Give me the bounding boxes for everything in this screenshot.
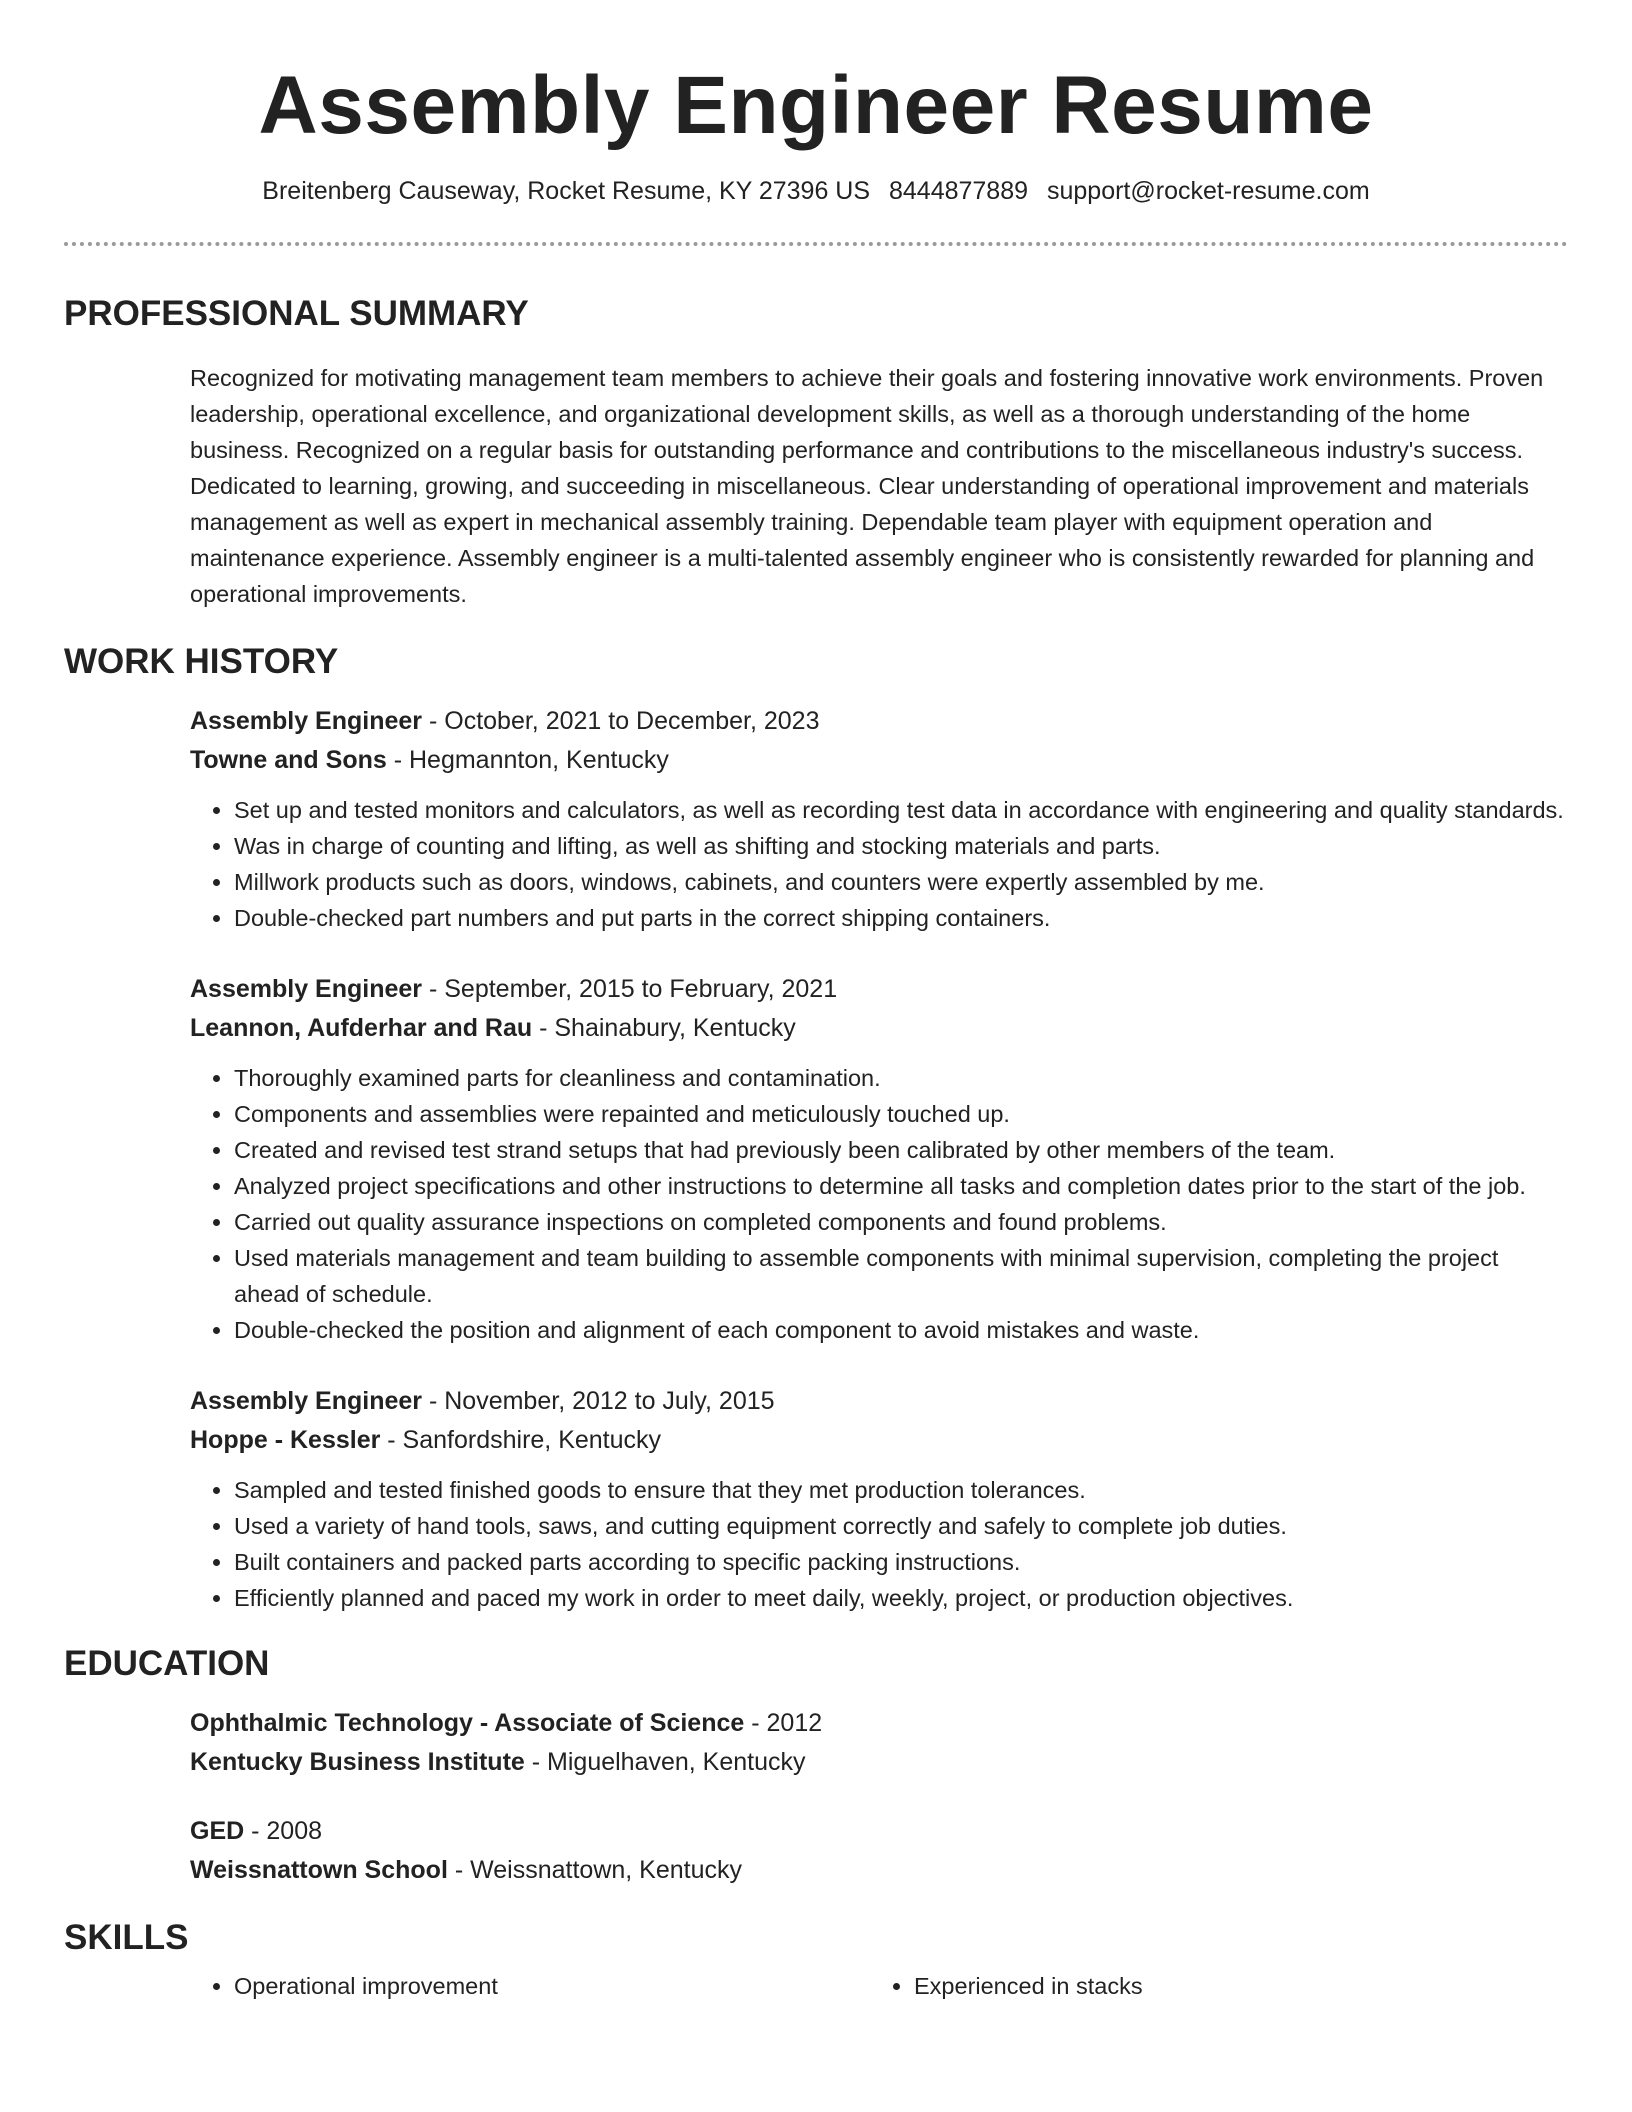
resume-title: Assembly Engineer Resume xyxy=(258,60,1374,151)
job-bullet: • Double-checked the position and alignment of each component to avoid mistakes and waste. xyxy=(234,1312,1568,1348)
job-title: Assembly Engineer xyxy=(190,1387,423,1415)
skills-column-left xyxy=(190,1968,870,2004)
job-bullet: • Used a variety of hand tools, saws, and cutting equipment correctly and safely to complete job duties. xyxy=(234,1508,1568,1544)
job-bullet: • Efficiently planned and paced my work in order to meet daily, weekly, project, or production objectives. xyxy=(234,1580,1568,1616)
education-entry xyxy=(190,1704,1568,1782)
job-company: Towne and Sons xyxy=(190,746,387,774)
education-list xyxy=(190,1704,1568,1890)
school-line xyxy=(190,1743,1568,1782)
degree-name: GED xyxy=(190,1817,245,1845)
job-bullet: • Used materials management and team building to assemble components with minimal supervision, completing the project ahead of schedule. xyxy=(234,1240,1568,1312)
education-entry xyxy=(190,1812,1568,1890)
job-bullet: • Components and assemblies were repainted and meticulously touched up. xyxy=(234,1096,1568,1132)
degree-year: - 2008 xyxy=(244,1817,323,1845)
job-bullet: • Double-checked part numbers and put parts in the correct shipping containers. xyxy=(234,900,1568,936)
school-location: - Weissnattown, Kentucky xyxy=(447,1856,743,1884)
job-location: - Sanfordshire, Kentucky xyxy=(380,1426,662,1454)
job-company-line xyxy=(190,1421,1568,1460)
job-bullet: • Analyzed project specifications and other instructions to determine all tasks and completion dates prior to the start of the job. xyxy=(234,1168,1568,1204)
education-heading: EDUCATION xyxy=(64,1644,270,1683)
work-heading: WORK HISTORY xyxy=(64,642,339,681)
job-bullet: • Carried out quality assurance inspections on completed components and found problems. xyxy=(234,1204,1568,1240)
degree-name: Ophthalmic Technology - Associate of Science xyxy=(190,1709,745,1737)
job-title-line xyxy=(190,702,1568,741)
job-bullet: • Thoroughly examined parts for cleanliness and contamination. xyxy=(234,1060,1568,1096)
skills-section xyxy=(64,1916,1568,2004)
job-entry xyxy=(190,702,1568,936)
job-company-line xyxy=(190,741,1568,780)
job-title: Assembly Engineer xyxy=(190,975,423,1003)
job-title-line xyxy=(190,1382,1568,1421)
job-bullet: • Was in charge of counting and lifting, as well as shifting and stocking materials and parts. xyxy=(234,828,1568,864)
summary-text: Recognized for motivating management team members to achieve their goals and fostering innovative work environments. Proven leadership, operational excellence, and organizational development skills, as well as a thorough understanding of the home business. Recognized on a regular basis for outstanding performance and contributions to the miscellaneous industry's success. Dedicated to learning, growing, and succeeding in miscellaneous. Clear understanding of operational improvement and materials management as well as expert in mechanical assembly training. Dependable team player with equipment operation and maintenance experience. Assembly engineer is a multi-talented assembly engineer who is consistently rewarded for planning and operational improvements. xyxy=(190,365,1544,607)
job-entry xyxy=(190,970,1568,1348)
work-section xyxy=(64,640,1568,1616)
job-company: Leannon, Aufderhar and Rau xyxy=(190,1014,533,1042)
job-dates: - November, 2012 to July, 2015 xyxy=(422,1387,775,1415)
job-bullet: • Sampled and tested finished goods to ensure that they met production tolerances. xyxy=(234,1472,1568,1508)
job-dates: - September, 2015 to February, 2021 xyxy=(422,975,838,1003)
resume-page xyxy=(64,0,1568,2004)
summary-section xyxy=(64,292,1568,612)
job-bullet: • Set up and tested monitors and calculators, as well as recording test data in accordance with engineering and quality standards. xyxy=(234,792,1568,828)
job-bullet: • Millwork products such as doors, windows, cabinets, and counters were expertly assembled by me. xyxy=(234,864,1568,900)
school-line xyxy=(190,1851,1568,1890)
education-section xyxy=(64,1642,1568,1890)
job-bullets xyxy=(190,792,1568,936)
summary-heading: PROFESSIONAL SUMMARY xyxy=(64,294,529,333)
job-bullet: • Built containers and packed parts according to specific packing instructions. xyxy=(234,1544,1568,1580)
contact-phone: 8444877889 xyxy=(888,177,1029,205)
job-location: - Hegmannton, Kentucky xyxy=(386,746,669,774)
contact-line xyxy=(64,174,1568,208)
skills-heading: SKILLS xyxy=(64,1918,189,1957)
skill-item: • Experienced in stacks xyxy=(914,1968,1550,2004)
skills-column-right xyxy=(870,1968,1550,2004)
job-company-line xyxy=(190,1009,1568,1048)
job-bullets xyxy=(190,1060,1568,1348)
contact-address: Breitenberg Causeway, Rocket Resume, KY 27396 US xyxy=(262,177,871,205)
work-list xyxy=(190,702,1568,1616)
job-title: Assembly Engineer xyxy=(190,707,423,735)
degree-line xyxy=(190,1812,1568,1851)
job-dates: - October, 2021 to December, 2023 xyxy=(422,707,820,735)
contact-email: support@rocket-resume.com xyxy=(1046,177,1370,205)
skill-item: • Operational improvement xyxy=(234,1968,870,2004)
degree-line xyxy=(190,1704,1568,1743)
job-location: - Shainabury, Kentucky xyxy=(532,1014,796,1042)
school-name: Kentucky Business Institute xyxy=(190,1748,525,1776)
header-divider xyxy=(64,242,1568,246)
degree-year: - 2012 xyxy=(744,1709,823,1737)
school-location: - Miguelhaven, Kentucky xyxy=(524,1748,806,1776)
job-entry xyxy=(190,1382,1568,1616)
job-bullet: • Created and revised test strand setups that had previously been calibrated by other members of the team. xyxy=(234,1132,1568,1168)
school-name: Weissnattown School xyxy=(190,1856,448,1884)
job-company: Hoppe - Kessler xyxy=(190,1426,381,1454)
job-title-line xyxy=(190,970,1568,1009)
job-bullets xyxy=(190,1472,1568,1616)
skills-grid xyxy=(190,1968,1568,2004)
